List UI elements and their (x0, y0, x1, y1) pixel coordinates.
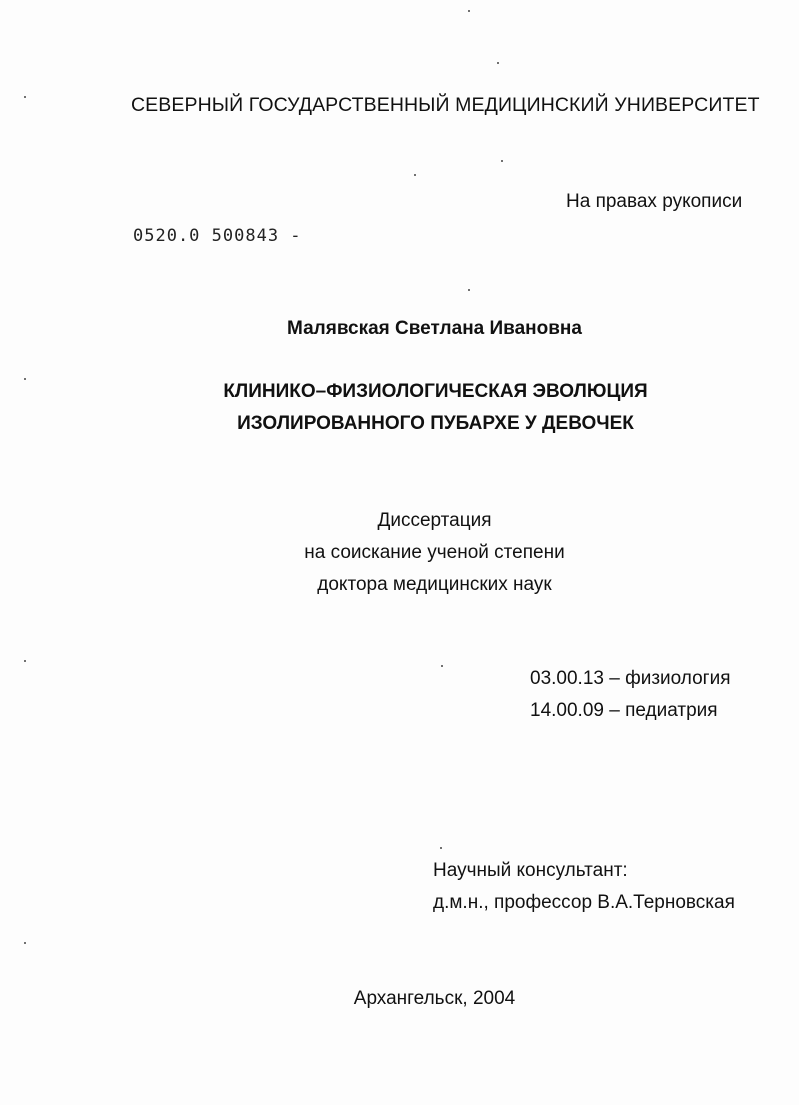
consultant-name: д.м.н., профессор В.А.Терновская (433, 892, 735, 913)
scan-speck (468, 289, 470, 291)
scan-speck (468, 10, 470, 12)
archive-number: 0520.0 500843 - (133, 226, 302, 246)
scan-speck (24, 378, 26, 380)
author-name: Малявская Светлана Ивановна (287, 318, 582, 339)
degree-line-3: доктора медицинских наук (317, 574, 552, 595)
scan-speck (414, 174, 416, 176)
place-and-year: Архангельск, 2004 (353, 988, 516, 1009)
scan-speck (501, 160, 503, 162)
scan-speck (441, 665, 443, 667)
specialty-physiology: 03.00.13 – физиология (530, 668, 731, 689)
scan-speck (24, 96, 26, 98)
scan-speck (497, 62, 499, 64)
dissertation-title-line-2: ИЗОЛИРОВАННОГО ПУБАРХЕ У ДЕВОЧЕК (237, 413, 634, 434)
degree-line-2: на соискание ученой степени (304, 542, 565, 563)
manuscript-note: На правах рукописи (566, 191, 743, 212)
scan-speck (440, 847, 442, 849)
specialty-pediatrics: 14.00.09 – педиатрия (530, 700, 718, 721)
university-name: СЕВЕРНЫЙ ГОСУДАРСТВЕННЫЙ МЕДИЦИНСКИЙ УНИВЕРСИТЕТ (131, 94, 760, 116)
consultant-label: Научный консультант: (433, 860, 628, 881)
dissertation-title-line-1: КЛИНИКО–ФИЗИОЛОГИЧЕСКАЯ ЭВОЛЮЦИЯ (223, 381, 648, 402)
scan-speck (24, 660, 26, 662)
scan-speck (24, 942, 26, 944)
degree-line-1: Диссертация (377, 510, 492, 531)
